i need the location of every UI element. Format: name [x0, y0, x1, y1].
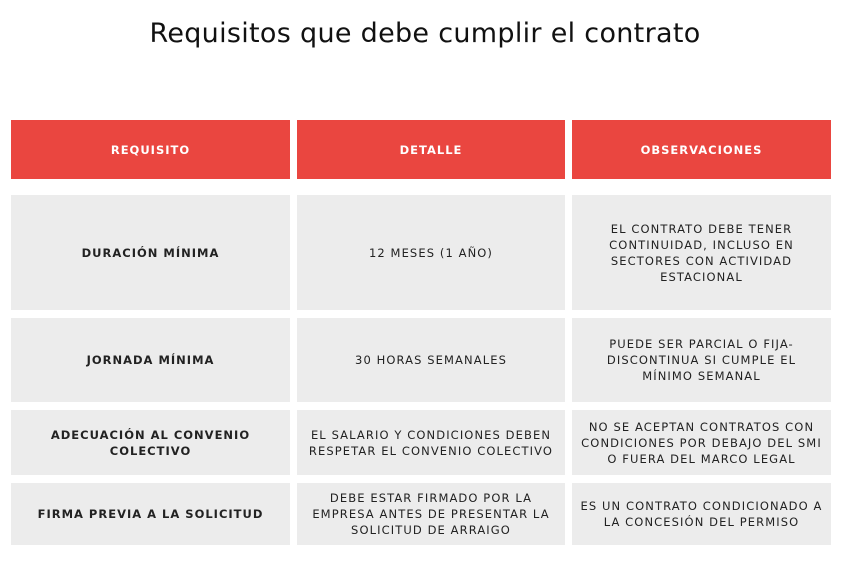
table-row-1-requisito: DURACIÓN MÍNIMA — [11, 195, 290, 310]
page-title: Requisitos que debe cumplir el contrato — [149, 18, 701, 49]
table-row-4-observaciones: ES UN CONTRATO CONDICIONADO A LA CONCESIÓN DEL PERMISO — [572, 483, 831, 545]
table-row-3-detalle: EL SALARIO Y CONDICIONES DEBEN RESPETAR EL CONVENIO COLECTIVO — [297, 410, 565, 475]
table-row-3-observaciones: NO SE ACEPTAN CONTRATOS CON CONDICIONES POR DEBAJO DEL SMI O FUERA DEL MARCO LEGAL — [572, 410, 831, 475]
column-header-observaciones: OBSERVACIONES — [572, 120, 831, 179]
table-row-4-detalle: DEBE ESTAR FIRMADO POR LA EMPRESA ANTES DE PRESENTAR LA SOLICITUD DE ARRAIGO — [297, 483, 565, 545]
row-spacer — [11, 402, 831, 410]
row-spacer — [11, 310, 831, 318]
table-row-4-requisito: FIRMA PREVIA A LA SOLICITUD — [11, 483, 290, 545]
requirements-table — [11, 120, 831, 545]
column-header-requisito: REQUISITO — [11, 120, 290, 179]
table-row-1-observaciones: EL CONTRATO DEBE TENER CONTINUIDAD, INCLUSO EN SECTORES CON ACTIVIDAD ESTACIONAL — [572, 195, 831, 310]
table-row-3-requisito: ADECUACIÓN AL CONVENIO COLECTIVO — [11, 410, 290, 475]
table-row-2-observaciones: PUEDE SER PARCIAL O FIJA-DISCONTINUA SI CUMPLE EL MÍNIMO SEMANAL — [572, 318, 831, 402]
table-row-1-detalle: 12 MESES (1 AÑO) — [297, 195, 565, 310]
row-spacer — [11, 475, 831, 483]
table-row-2-requisito: JORNADA MÍNIMA — [11, 318, 290, 402]
header-spacer — [11, 179, 831, 195]
column-header-detalle: DETALLE — [297, 120, 565, 179]
table-row-2-detalle: 30 HORAS SEMANALES — [297, 318, 565, 402]
